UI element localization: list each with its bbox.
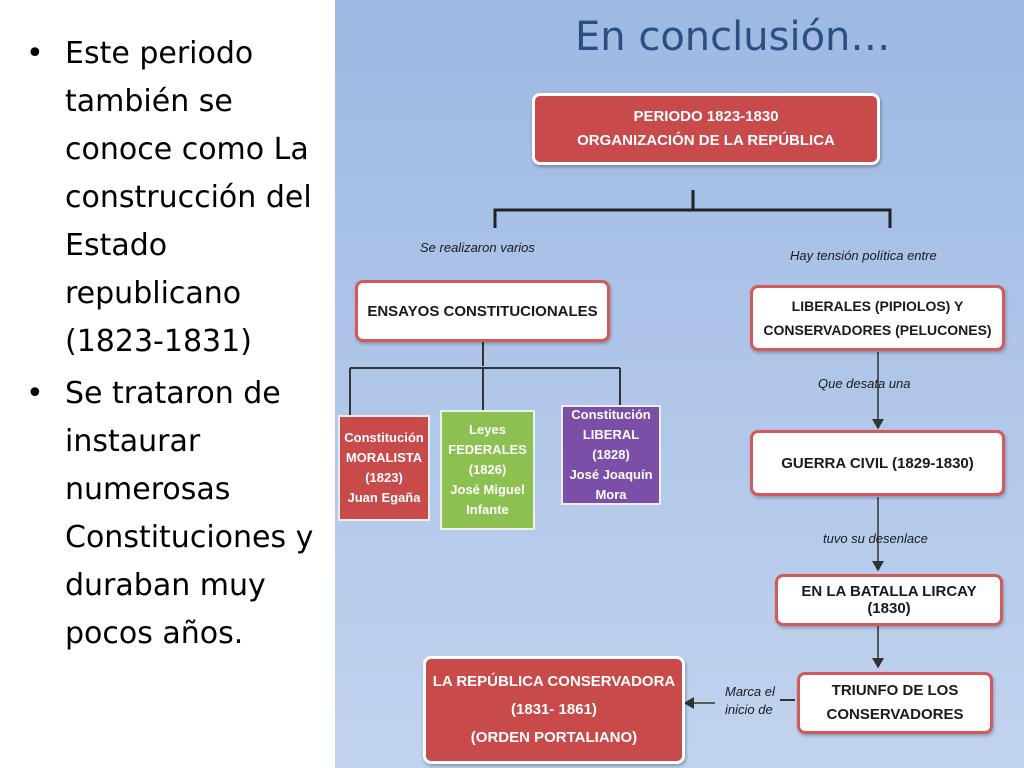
leyes-federales-box: Leyes FEDERALES (1826) José Miguel Infante: [440, 410, 535, 530]
bullet-dot-icon: •: [26, 36, 44, 71]
bullet-text: Este periodo también se conoce como La construcción del Estado republicano (1823-1831): [65, 36, 312, 359]
label-marca: Marca el inicio de: [725, 684, 775, 717]
batalla-lircay-box: EN LA BATALLA LIRCAY (1830): [775, 574, 1003, 626]
bullet-item: [22, 30, 335, 366]
bullet-item: [22, 370, 335, 658]
guerra-civil-box: GUERRA CIVIL (1829-1830): [750, 430, 1005, 496]
constitucion-moralista-box: Constitución MORALISTA (1823) Juan Egaña: [338, 415, 430, 521]
bullet-list: [22, 30, 335, 662]
periodo-box: PERIODO 1823-1830 ORGANIZACIÓN DE LA REPÚBLICA: [532, 93, 880, 165]
republica-conservadora-box: LA REPÚBLICA CONSERVADORA (1831- 1861) (ORDEN PORTALIANO): [423, 656, 685, 764]
bullet-text: Se trataron de instaurar numerosas Constituciones y duraban muy pocos años.: [65, 376, 314, 651]
bullet-text-panel: [0, 0, 335, 768]
label-se-realizaron: Se realizaron varios: [420, 240, 535, 255]
ensayos-box: ENSAYOS CONSTITUCIONALES: [355, 280, 610, 342]
triunfo-box: TRIUNFO DE LOS CONSERVADORES: [797, 672, 993, 734]
concept-map: [335, 0, 1024, 768]
bullet-dot-icon: •: [26, 376, 44, 411]
label-tension: Hay tensión política entre: [790, 248, 937, 263]
bracket-line: [495, 210, 890, 228]
constitucion-liberal-box: Constitución LIBERAL (1828) José Joaquín Mora: [561, 405, 661, 505]
diagram-title: En conclusión…: [575, 14, 891, 60]
liberales-box: LIBERALES (PIPIOLOS) Y CONSERVADORES (PELUCONES): [750, 285, 1005, 351]
label-desenlace: tuvo su desenlace: [823, 531, 928, 546]
label-desata: Que desata una: [818, 376, 911, 391]
